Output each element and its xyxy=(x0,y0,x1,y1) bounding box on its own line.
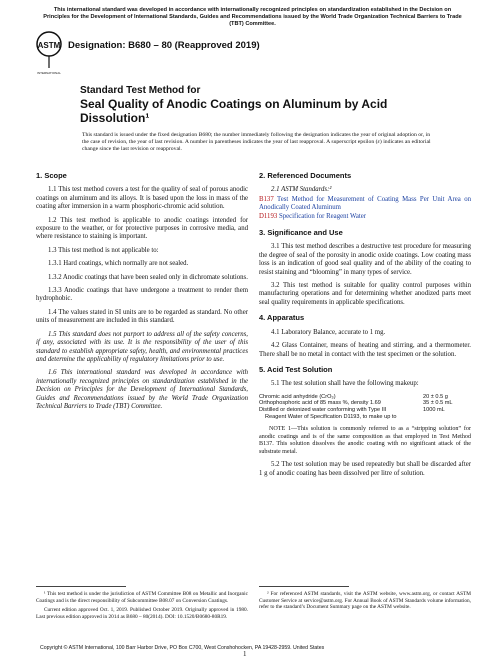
section-heading-acid-test-solution: 5. Acid Test Solution xyxy=(259,364,333,374)
reagent-amount xyxy=(423,414,471,421)
reference-b137 xyxy=(259,196,471,213)
para-1-3-3: 1.3.3 Anodic coatings that have undergone a treatment to render them hydrophobic. xyxy=(36,287,248,303)
left-footnotes xyxy=(36,586,248,623)
reagent-list xyxy=(259,394,471,420)
refs-intro: 2.1 ASTM Standards:² xyxy=(271,186,332,194)
svg-text:ASTM: ASTM xyxy=(37,41,61,50)
ref-b137-title[interactable]: Test Method for Measurement of Coating Mass Per Unit Area on Anodically Coated Aluminum xyxy=(259,195,471,212)
left-column xyxy=(36,172,248,416)
footnote-1: ¹ This test method is under the jurisdiction of ASTM Committee B08 on Metallic and Inorganic Coatings and is the direct responsibility of Subcommittee B08.07 on Conversion Coatings. xyxy=(36,591,248,604)
footnote-rule xyxy=(259,586,349,587)
reagent-row xyxy=(259,414,471,421)
note-1: NOTE 1—This solution is commonly referred to as a “stripping solution” for anodic coatings and is of the same composition as that employed in Test Method B137. This solution dissolves the anodic coating with no significant attack of the substrate metal. xyxy=(259,426,471,455)
para-1-3: 1.3 This test method is not applicable to: xyxy=(48,246,159,254)
reagent-row xyxy=(259,400,471,407)
section-heading-scope: 1. Scope xyxy=(36,171,67,180)
standard-label: Standard Test Method for xyxy=(80,85,201,96)
document-title: Seal Quality of Anodic Coatings on Aluminum by Acid Dissolution¹ xyxy=(80,97,388,125)
ref-d1193-code[interactable]: D1193 xyxy=(259,212,278,220)
para-5-1: 5.1 The test solution shall have the following makeup: xyxy=(271,380,419,388)
reagent-amount: 1000 mL xyxy=(423,406,445,413)
reagent-name: Chromic acid anhydride (CrO₃) xyxy=(259,393,336,400)
para-4-1: 4.1 Laboratory Balance, accurate to 1 mg. xyxy=(271,328,386,336)
ref-d1193-title[interactable]: Specification for Reagent Water xyxy=(278,212,367,220)
page-number: 1 xyxy=(243,650,247,658)
para-3-1: 3.1 This test method describes a destructive test procedure for measuring the degree of seal of the porosity in anodic oxide coatings. Low coating mass loss is an indication of good seal quality and of the ability of the coating to resist staining and “blooming” in many types of service. xyxy=(259,243,471,276)
para-1-4: 1.4 The values stated in SI units are to be regarded as standard. No other units of measurement are included in this standard. xyxy=(36,308,248,325)
footnote-rule xyxy=(36,586,126,587)
footnote-2: ² For referenced ASTM standards, visit the ASTM website, www.astm.org, or contact ASTM Customer Service at service@astm.org. For Annual Book of ASTM Standards volume information, refer to the standard’s Document Summary page on the ASTM website. xyxy=(259,591,471,611)
svg-text:INTERNATIONAL: INTERNATIONAL xyxy=(37,71,61,75)
astm-logo xyxy=(36,30,62,78)
reagent-row xyxy=(259,407,471,414)
reagent-name: Distilled or deionized water conforming with Type III xyxy=(259,406,387,413)
ref-b137-code[interactable]: B137 xyxy=(259,195,274,203)
para-1-2: 1.2 This test method is applicable to anodic coatings intended for exposure to the weather, or for protective purposes in corrosive media, and where resistance to staining is important. xyxy=(36,216,248,241)
para-1-5: 1.5 This standard does not purport to address all of the safety concerns, if any, associated with its use. It is the responsibility of the user of this standard to establish appropriate safety, health, and environmental practices and determine the applicability of regulatory limitations prior to use. xyxy=(36,330,248,363)
footnote-edition: Current edition approved Oct. 1, 2019. Published October 2019. Originally approved in 1980. Last previous edition approved in 2014 as B680 – 80(2014). DOI: 10.1520/B0680-80R19. xyxy=(36,607,248,620)
designation: Designation: B680 – 80 (Reapproved 2019) xyxy=(68,40,260,51)
para-1-6: 1.6 This international standard was developed in accordance with internationally recognized principles on standardization established in the Decision on Principles for the Development of International Standards, Guides and Recommendations issued by the World Trade Organization Technical Barriers to Trade (TBT) Committee. xyxy=(36,369,248,410)
para-1-3-1: 1.3.1 Hard coatings, which normally are not sealed. xyxy=(48,260,189,268)
wto-notice: This international standard was developed in accordance with internationally recognized principles on standardization established in the Decision on Principles for the Development of International Standards, Guides and Recommendations issued by the World Trade Organization Technical Barriers to Trade (TBT) Committee. xyxy=(43,7,462,27)
reagent-name: Orthophosphoric acid of 85 mass %, density 1.69 xyxy=(259,400,381,407)
section-heading-significance: 3. Significance and Use xyxy=(259,228,343,238)
para-4-2: 4.2 Glass Container, means of heating and stirring, and a thermometer. There shall be no metal in contact with the test specimen or the solution. xyxy=(259,342,471,358)
para-1-3-2: 1.3.2 Anodic coatings that have been sealed only in dichromate solutions. xyxy=(48,273,248,281)
section-heading-apparatus: 4. Apparatus xyxy=(259,313,305,323)
para-1-1: 1.1 This test method covers a test for the quality of seal of porous anodic coatings on aluminum and its alloys. It is based upon the loss in mass of the coating after immersion in a warm phosphoric-chromic acid solution. xyxy=(36,186,248,211)
reagent-amount: 20 ± 0.5 g xyxy=(423,393,448,400)
copyright-line: Copyright © ASTM International, 100 Barr Harbor Drive, PO Box C700, West Conshohocken, PA 19428-2959. United States xyxy=(40,645,325,651)
right-column xyxy=(259,172,471,483)
para-3-2: 3.2 This test method is suitable for quality control purposes within manufacturing operations and for determining whether anodized parts meet seal quality requirements in applicable specifications. xyxy=(259,282,471,306)
para-5-2: 5.2 The test solution may be used repeatedly but shall be discarded after 1 g of anodic coating has been dissolved per litre of solution. xyxy=(259,461,471,477)
right-footnotes xyxy=(259,586,471,614)
reagent-name: Reagent Water of Specification D1193, to make up to xyxy=(265,413,397,420)
reagent-row xyxy=(259,394,471,401)
issued-note: This standard is issued under the fixed designation B680; the number immediately following the designation indicates the year of original adoption or, in the case of revision, the year of last revision. A number in parentheses indicates the year of last reapproval. A superscript epsilon (ε) indicates an editorial change since the last revision or reapproval. xyxy=(82,132,431,152)
section-heading-referenced-documents: 2. Referenced Documents xyxy=(259,171,352,180)
reference-d1193 xyxy=(259,213,471,221)
reagent-amount: 35 ± 0.5 mL xyxy=(423,400,453,407)
